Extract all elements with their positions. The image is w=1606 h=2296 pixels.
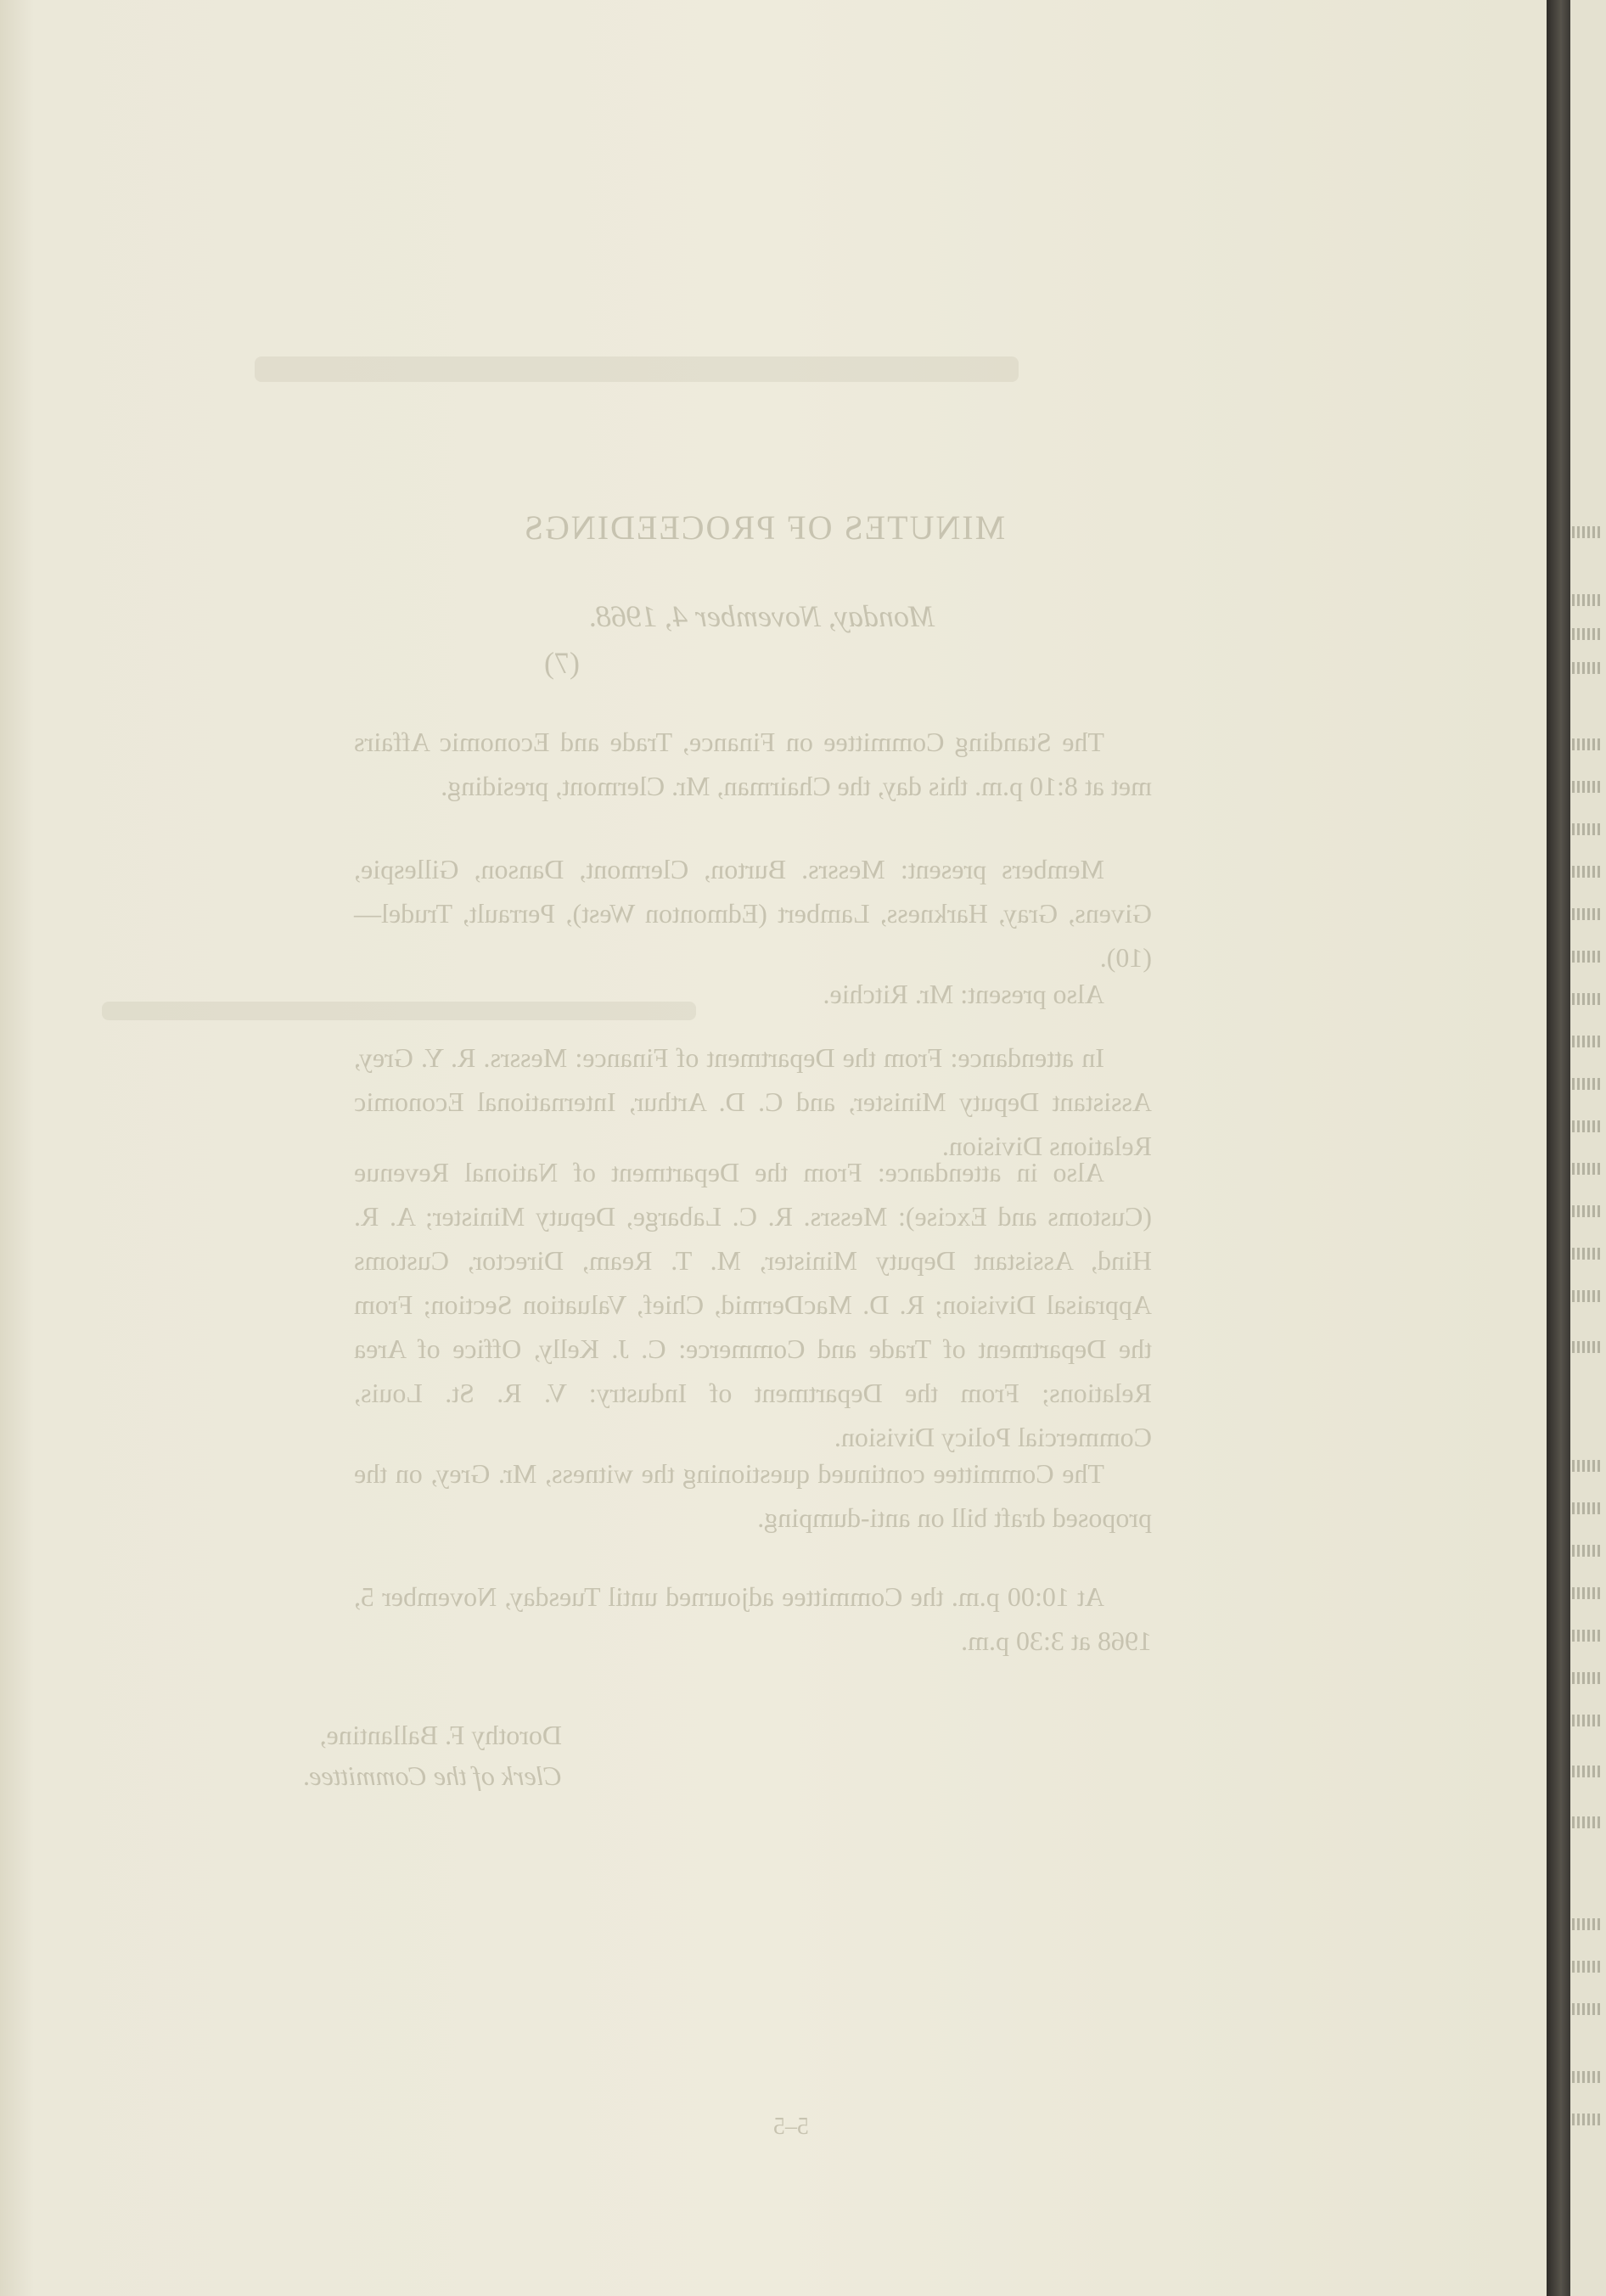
text-fragment [1572, 781, 1603, 793]
text-fragment [1572, 1460, 1603, 1472]
text-fragment [1572, 908, 1603, 920]
text-fragment [1572, 662, 1603, 674]
page-number: 5–5 [773, 2114, 809, 2140]
book-spine-gutter [1547, 0, 1570, 2296]
text-fragment [1572, 1545, 1603, 1557]
text-fragment [1572, 2071, 1603, 2083]
paragraph-also-in-attendance: Also in attendance: From the Department of National Revenue (Customs and Excise): Messrs. R. C. Labarge, Deputy Minister; A. R. Hind, Assistant Deputy Minister, M. T. Ream, Director, Customs Appraisal Division; R. D. MacDermid, Chief, Valuation Section; From the Department of Trade and Commerce: C. J. Kelly, Office of Area Relations; From the Department of Industry: V. R. St. Louis, Commercial Policy Division. [354, 1157, 1152, 1452]
text-fragment [1572, 866, 1603, 878]
text-fragment [1572, 1961, 1603, 1973]
text-fragment [1572, 594, 1603, 606]
signature-block [239, 1715, 562, 1796]
paragraph-members-present: Members present: Messrs. Burton, Clermont, Danson, Gillespie, Givens, Gray, Harkness, Lambert (Edmonton West), Perrault, Trudel—(10). [354, 854, 1152, 973]
text-fragment [1572, 1078, 1603, 1090]
signature-name: Dorothy F. Ballantine, [319, 1720, 562, 1750]
paragraph-opening: The Standing Committee on Finance, Trade and Economic Affairs met at 8:10 p.m. this day, the Chairman, Mr. Clermont, presiding. [354, 727, 1152, 801]
text-fragment [1572, 2003, 1603, 2015]
text-fragment [1572, 1630, 1603, 1642]
text-fragment [1572, 951, 1603, 963]
text-fragment [1572, 1918, 1603, 1930]
text-fragment [1572, 993, 1603, 1005]
text-fragment [1572, 526, 1603, 538]
text-fragment [1572, 1766, 1603, 1777]
text-fragment [1572, 1290, 1603, 1302]
meeting-number: (7) [544, 646, 580, 680]
paragraph-also-present: Also present: Mr. Ritchie. [823, 979, 1104, 1009]
text-fragment [1572, 738, 1603, 750]
text-fragment [1572, 1120, 1603, 1132]
meeting-date: Monday, November 4, 1968. [588, 599, 935, 633]
text-fragment [1572, 628, 1603, 640]
text-fragment [1572, 1163, 1603, 1175]
text-fragment [1572, 1816, 1603, 1828]
paragraph-questioning: The Committee continued questioning the witness, Mr. Grey, on the proposed draft bill on anti-dumping. [354, 1458, 1152, 1533]
signature-role: Clerk of the Committee. [302, 1760, 562, 1791]
text-fragment [1572, 823, 1603, 835]
adjacent-page-edge [1570, 0, 1606, 2296]
text-fragment [1572, 1587, 1603, 1599]
text-fragment [1572, 1036, 1603, 1047]
text-fragment [1572, 2114, 1603, 2125]
text-fragment [1572, 1341, 1603, 1353]
text-fragment [1572, 1715, 1603, 1726]
paragraph-in-attendance: In attendance: From the Department of Finance: Messrs. R. Y. Grey, Assistant Deputy Minister, and C. D. Arthur, International Economic Relations Division. [354, 1042, 1152, 1161]
page-title: MINUTES OF PROCEEDINGS [522, 508, 1006, 547]
paragraph-adjournment: At 10:00 p.m. the Committee adjourned until Tuesday, November 5, 1968 at 3:30 p.m. [354, 1581, 1152, 1656]
text-fragment [1572, 1502, 1603, 1514]
text-fragment [1572, 1205, 1603, 1217]
text-fragment [1572, 1672, 1603, 1684]
text-fragment [1572, 1248, 1603, 1260]
